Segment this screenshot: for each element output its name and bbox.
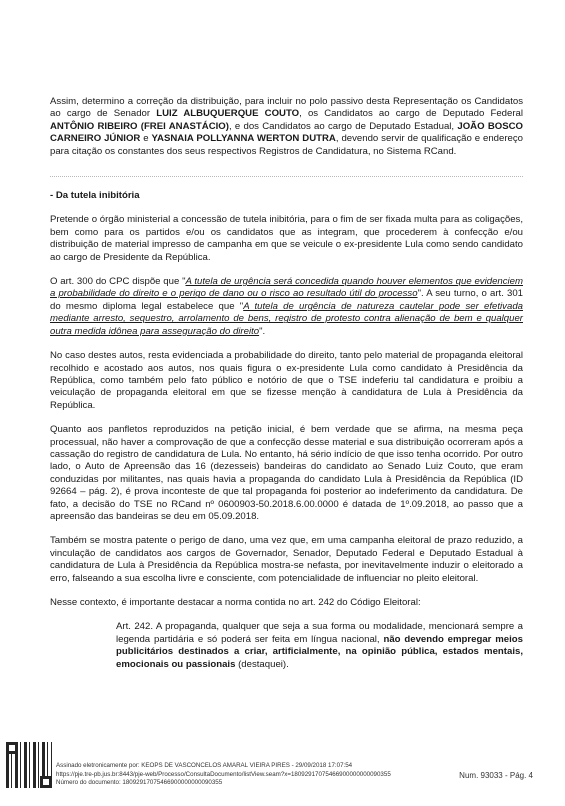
- page-number: Num. 93033 - Pág. 4: [459, 771, 533, 780]
- document-footer: [0, 740, 565, 806]
- paragraph-probability: No caso destes autos, resta evidenciada a probabilidade do direito, tanto pelo material de propaganda eleitoral recolhido e acostado aos autos, nos quais figura o ex-presidente Lula como candidato à Presidência da República, como também pelo fato público e notório de que o TSE indeferiu tal candidatura e proibiu a veiculação de propaganda eleitoral em que se fizesse menção à candidatura de Lula à Presidência da República.: [50, 350, 523, 411]
- section-divider: [50, 176, 523, 178]
- quote-art-301: A tutela de urgência de natureza cautelar pode ser efetivada mediante arresto, sequestro, arrolamento de bens, registro de protesto contra alienação de bem e qualquer outra medida idônea para asseguração do direito: [50, 300, 523, 337]
- name-joao-bosco: JOÃO BOSCO CARNEIRO JÚNIOR: [50, 120, 523, 145]
- qr-code-icon: [6, 742, 52, 788]
- quote-emphasis: não devendo empregar meios publicitários destinados a criar, artificialmente, na opinião pública, estados mentais, emocionais ou passionais: [116, 633, 524, 670]
- name-antonio-ribeiro: ANTÔNIO RIBEIRO (FREI ANASTÁCIO): [50, 120, 229, 132]
- name-yasnaia-dutra: YASNAIA POLLYANNA WERTON DUTRA: [151, 133, 336, 145]
- document-url[interactable]: https://pje.tre-pb.jus.br:8443/pje-web/Processo/ConsultaDocumento/listView.seam?x=18092917075466900000000090355: [56, 770, 391, 778]
- quote-art-300: A tutela de urgência será concedida quando houver elementos que evidenciem a probabilidade do direito e o perigo de dano ou o risco ao resultado útil do processo: [50, 276, 523, 300]
- document-number: Número do documento: 18092917075466900000000090355: [56, 779, 223, 787]
- signature-info: [56, 762, 391, 788]
- paragraph-context: Nesse contexto, é importante destacar a norma contida no art. 242 do Código Eleitoral:: [50, 597, 421, 608]
- block-quote-art-242: Art. 242. A propaganda, qualquer que seja a sua forma ou modalidade, mencionará sempre a legenda partidária e só poderá ser feita em língua nacional, não devendo empregar meios publicitários destinados a criar, artificialmente, na opinião pública, estados mentais, emocionais ou passionais (destaquei).: [116, 621, 524, 670]
- paragraph-distribution-correction: Assim, determino a correção da distribuição, para incluir no polo passivo desta Representação os Candidatos ao cargo de Senador LUIZ ALBUQUERQUE COUTO, os Candidatos ao cargo de Deputado Federal ANTÔNIO RIBEIRO (FREI ANASTÁCIO), e dos Candidatos ao cargo de Deputado Estadual, JOÃO BOSCO CARNEIRO JÚNIOR e YASNAIA POLLYANNA WERTON DUTRA, devendo servir de qualificação e endereço para citação os constantes dos seus respectivos Registros de Candidatura, no Sistema RCand.: [50, 96, 524, 157]
- paragraph-danger: Também se mostra patente o perigo de dano, uma vez que, em uma campanha eleitoral de prazo reduzido, a vinculação de candidatos aos cargos de Governador, Senador, Deputado Federal e Deputado Estadual à candidatura de Lula à Presidência da República mostra-se nefasta, por inevitavelmente induzir o eleitorado a erro, falseando a sua escolha livre e consciente, com potencialidade de influenciar no pleito eleitoral.: [50, 535, 523, 584]
- paragraph-cpc-articles: O art. 300 do CPC dispõe que "A tutela de urgência será concedida quando houver elementos que evidenciem a probabilidade do direito e o perigo de dano ou o risco ao resultado útil do processo". A seu turno, o art. 301 do mesmo diploma legal estabelece que "A tutela de urgência de natureza cautelar pode ser efetivada mediante arresto, sequestro, arrolamento de bens, registro de protesto contra alienação de bem e qualquer outra medida idônea para asseguração do direito".: [50, 276, 523, 337]
- paragraph-request: Pretende o órgão ministerial a concessão de tutela inibitória, para o fim de ser fixada multa para as coligações, bem como para os partidos e/ou os candidatos que as integram, que procederem à confecção e/ou distribuição de material impresso de campanha em que se veicule o ex-presidente Lula como sendo candidato ao cargo de Presidente da República.: [50, 214, 523, 263]
- section-heading: - Da tutela inibitória: [50, 190, 140, 202]
- name-luiz-couto: LUIZ ALBUQUERQUE COUTO: [156, 108, 300, 120]
- paragraph-pamphlets: Quanto aos panfletos reproduzidos na petição inicial, é bem verdade que se afirma, na mesma peça processual, não haver a comprovação de que a confecção desse material e sua distribuição ocorreram após a cassação do registro de candidatura de Lula. No entanto, há sério indício de que isso tenha ocorrido. Por outro lado, o Auto de Apreensão das 16 (dezesseis) bandeiras do candidato ao Senado Luiz Couto, que eram conduzidas por militantes, nas quais havia a propaganda do candidato Lula à Presidência da República (ID 92664 – pág. 2), é prova inconteste de que tal propaganda foi posterior ao indeferimento da candidatura. De fato, a decisão do TSE no RCand nº 0600903-50.2018.6.00.0000 é datada de 1º.09.2018, ao passo que a apreensão das bandeiras se deu em 05.09.2018.: [50, 424, 523, 522]
- signed-by: Assinado eletronicamente por: KEOPS DE VASCONCELOS AMARAL VIEIRA PIRES - 29/09/2018 17:07:54: [56, 762, 353, 769]
- document-body: [50, 96, 523, 671]
